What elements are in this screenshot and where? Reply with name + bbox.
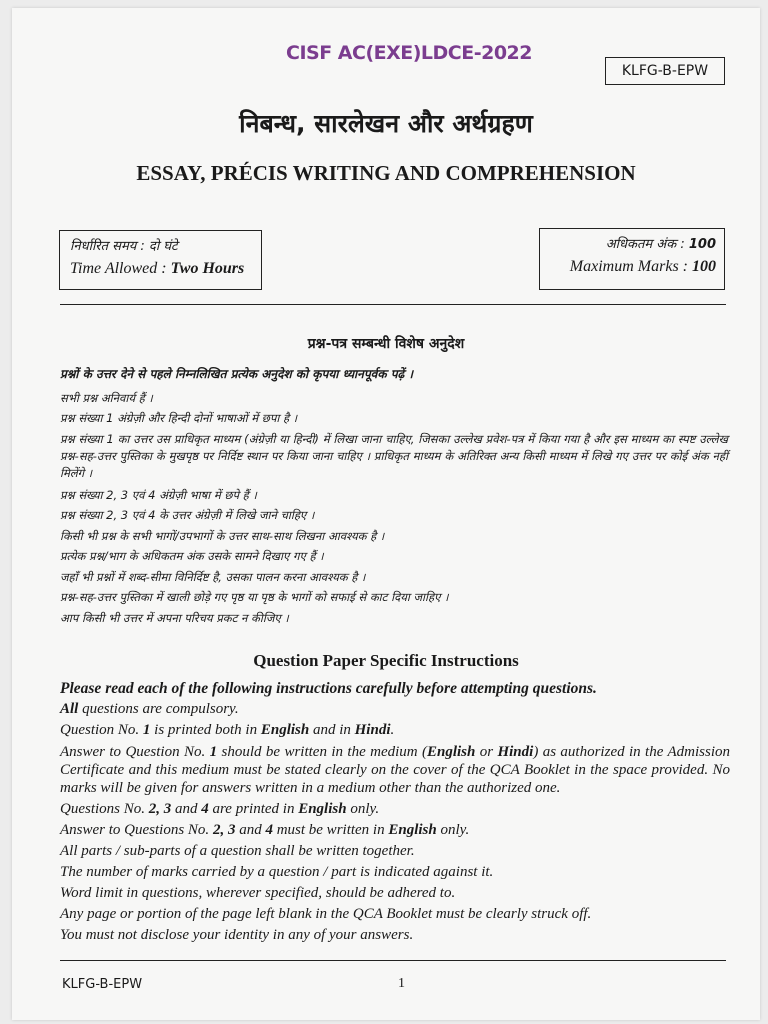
time-allowed-box [59,230,262,290]
english-instructions-lead: Please read each of the following instructions carefully before attempting questions. [60,680,597,697]
bold-text: 2, 3 [148,801,172,817]
time-allowed-english [70,260,261,278]
text: Question No. [60,722,143,738]
english-instruction-item [60,799,730,820]
text: must be written in [272,822,389,838]
hindi-instructions-lead: प्रश्नों के उत्तर देने से पहले निम्नलिखित प्रत्येक अनुदेश को कृपया ध्यानपूर्वक पढ़ें । [60,367,414,381]
english-instruction-item: All parts / sub-parts of a question shall be written together. [60,843,415,859]
time-allowed-hindi: निर्धारित समय : दो घंटे [70,239,178,254]
bold-text: Hindi [354,722,391,738]
divider-bottom [60,960,726,961]
hindi-instruction-item: किसी भी प्रश्न के सभी भागों/उपभागों के उत्तर साथ-साथ लिखना आवश्यक है । [60,528,385,543]
hindi-instruction-item: आप किसी भी उत्तर में अपना परिचय प्रकट न कीजिए । [60,610,289,625]
english-instructions-heading: Question Paper Specific Instructions [253,651,519,670]
exam-stamp: CISF AC(EXE)LDCE-2022 [286,42,532,64]
text: questions are compulsory. [78,701,239,717]
bold-text: Hindi [497,744,534,760]
english-instructions [60,678,730,946]
maximum-marks-hindi [540,234,716,252]
text: only. [346,801,380,817]
text: Answer to Question No. [60,744,210,760]
bold-text: English [388,822,437,838]
text: and in [309,722,355,738]
paper-code-box: KLFG-B-EPW [605,57,725,85]
hindi-instruction-item: प्रश्न संख्या 2, 3 एवं 4 के उत्तर अंग्रेज़ी में लिखे जाने चाहिए । [60,508,315,522]
title-english: ESSAY, PRÉCIS WRITING AND COMPREHENSION [136,161,636,185]
bold-text: English [298,801,347,817]
divider-top [60,304,726,305]
time-allowed-label: Time Allowed : [70,260,171,277]
hindi-instructions [60,364,728,628]
bold-text: 1 [142,722,151,738]
text: and [171,801,202,817]
english-instruction-item [60,743,730,797]
time-allowed-value: Two Hours [170,260,245,277]
page-number: 1 [398,976,405,991]
hindi-instruction-item: प्रश्न-सह-उत्तर पुस्तिका में खाली छोड़े गए पृष्ठ या पृष्ठ के भागों को सफाई से काट दिया जाहिए । [60,590,449,604]
english-instruction-item: Word limit in questions, wherever specified, should be adhered to. [60,885,456,901]
bold-text: 1 [209,744,218,760]
hindi-instruction-item: प्रत्येक प्रश्न/भाग के अधिकतम अंक उसके सामने दिखाए गए हैं । [60,549,324,563]
text: and [235,822,266,838]
english-instruction-item [60,699,730,720]
text: Answer to Questions No. [60,822,213,838]
bold-text: English [260,722,310,738]
text: . [390,722,395,738]
text: should be written in the medium ( [217,744,427,760]
bold-text: 4 [201,801,209,817]
hindi-instruction-item: प्रश्न संख्या 1 अंग्रेज़ी और हिन्दी दोनों भाषाओं में छपा है । [60,411,298,425]
text: Questions No. [60,801,149,817]
bold-text: 2, 3 [212,822,236,838]
bold-text: 4 [265,822,273,838]
text: only. [436,822,470,838]
maximum-marks-hindi-label: अधिकतम अंक : [605,237,689,252]
hindi-instruction-item: प्रश्न संख्या 1 का उत्तर उस प्राधिकृत माध्यम (अंग्रेज़ी या हिन्दी) में लिखा जाना चाहिए, जिसका उल्लेख प्रवेश-पत्र में किया गया है और इस माध्यम का स्पष्ट उल्लेख प्रश्न-सह-उत्तर पुस्तिका के मुखपृष्ठ पर निर्दिष्ट स्थान पर किया जाना चाहिए । प्राधिकृत माध्यम के अतिरिक्त अन्य किसी माध्यम में लिखे गए उत्तर पर कोई अंक नहीं मिलेंगे । [60,431,728,480]
bold-text: English [426,744,476,760]
maximum-marks-label: Maximum Marks : [569,258,692,275]
text: is printed both in [150,722,261,738]
bold-text: All [60,701,79,717]
hindi-instruction-item: जहाँ भी प्रश्नों में शब्द-सीमा विनिर्दिष्ट है, उसका पालन करना आवश्यक है । [60,569,366,584]
maximum-marks-value: 100 [692,258,716,275]
maximum-marks-english [540,258,716,276]
english-instruction-item: You must not disclose your identity in any of your answers. [60,927,414,943]
maximum-marks-box [539,228,725,290]
text: or [475,744,498,760]
exam-page [12,8,760,1020]
english-instruction-item [60,820,730,841]
english-instruction-item: The number of marks carried by a question / part is indicated against it. [60,864,494,880]
hindi-instructions-heading: प्रश्न-पत्र सम्बन्धी विशेष अनुदेश [307,336,465,352]
english-instruction-item: Any page or portion of the page left blank in the QCA Booklet must be clearly struck off. [60,906,592,922]
text: ) as authorized in the Admission Certificate and this medium must be stated clearly on the cover of the QCA Booklet in the space provided. No marks will be given for answers written in a medium other than the authorized one. [60,744,730,796]
hindi-instruction-item: सभी प्रश्न अनिवार्य हैं । [60,390,153,405]
maximum-marks-hindi-value: 100 [688,237,716,252]
title-hindi: निबन्ध, सारलेखन और अर्थग्रहण [239,109,533,138]
hindi-instruction-item: प्रश्न संख्या 2, 3 एवं 4 अंग्रेज़ी भाषा में छपे हैं । [60,487,257,502]
footer-paper-code: KLFG-B-EPW [62,977,143,992]
english-instruction-item [60,720,730,741]
text: are printed in [208,801,299,817]
